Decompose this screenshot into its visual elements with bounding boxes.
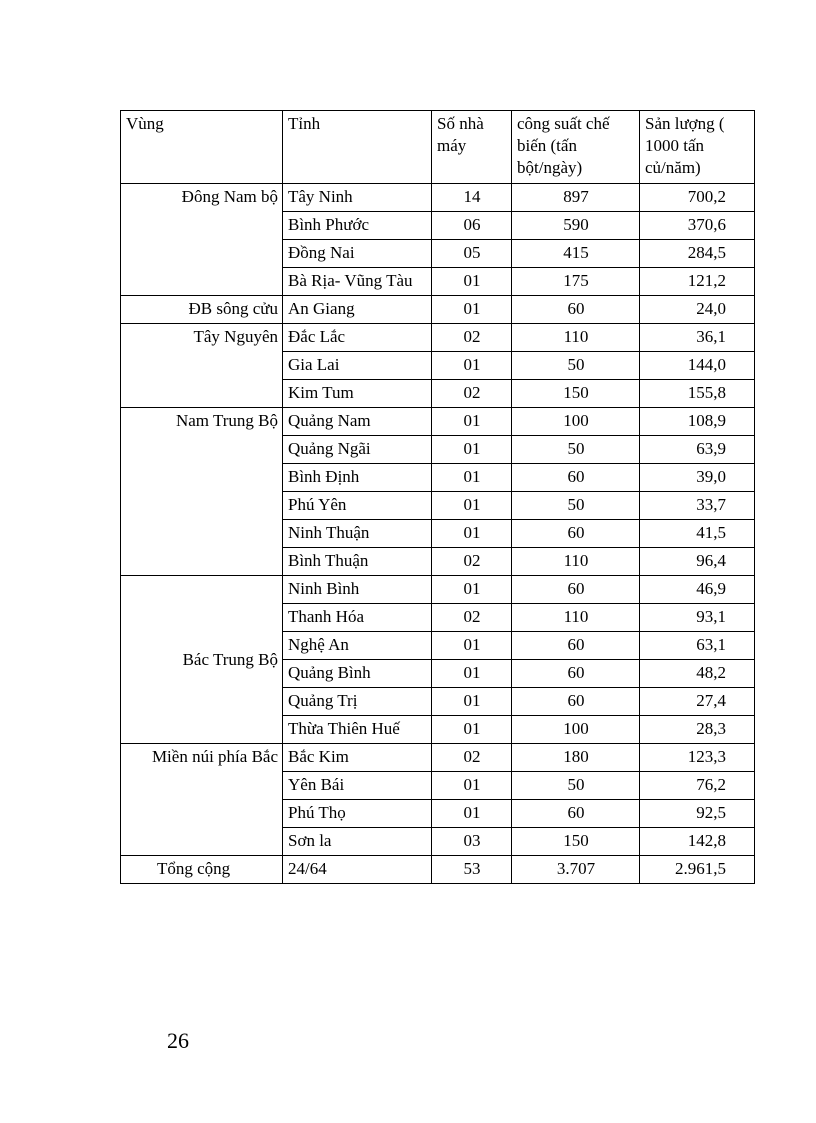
capacity-cell: 175	[512, 268, 640, 296]
capacity-cell: 60	[512, 576, 640, 604]
region-cell: Miền núi phía Bắc	[121, 744, 283, 856]
province-cell: Ninh Bình	[283, 576, 432, 604]
factories-cell: 01	[432, 660, 512, 688]
factories-cell: 01	[432, 464, 512, 492]
province-cell: Quảng Ngãi	[283, 436, 432, 464]
output-cell: 284,5	[640, 240, 755, 268]
capacity-cell: 150	[512, 828, 640, 856]
factories-cell: 03	[432, 828, 512, 856]
capacity-cell: 60	[512, 800, 640, 828]
province-cell: An Giang	[283, 296, 432, 324]
province-cell: Đồng Nai	[283, 240, 432, 268]
factories-cell: 01	[432, 576, 512, 604]
factories-cell: 02	[432, 548, 512, 576]
province-cell: Sơn la	[283, 828, 432, 856]
factories-cell: 02	[432, 324, 512, 352]
province-cell: Bình Định	[283, 464, 432, 492]
factories-cell: 14	[432, 184, 512, 212]
capacity-cell: 60	[512, 688, 640, 716]
province-cell: Kim Tum	[283, 380, 432, 408]
table-row	[121, 408, 755, 436]
output-cell: 39,0	[640, 464, 755, 492]
capacity-cell: 110	[512, 604, 640, 632]
total-provinces: 24/64	[283, 856, 432, 884]
cassava-factory-table	[120, 110, 755, 884]
province-cell: Phú Yên	[283, 492, 432, 520]
output-cell: 36,1	[640, 324, 755, 352]
capacity-cell: 60	[512, 464, 640, 492]
header-output: Sản lượng ( 1000 tấn củ/năm)	[640, 111, 755, 184]
region-cell: Bác Trung Bộ	[121, 576, 283, 744]
factories-cell: 01	[432, 772, 512, 800]
table-body	[121, 184, 755, 856]
region-cell: Nam Trung Bộ	[121, 408, 283, 576]
total-output: 2.961,5	[640, 856, 755, 884]
output-cell: 24,0	[640, 296, 755, 324]
output-cell: 92,5	[640, 800, 755, 828]
header-capacity: công suất chế biến (tấn bột/ngày)	[512, 111, 640, 184]
capacity-cell: 50	[512, 352, 640, 380]
factories-cell: 01	[432, 632, 512, 660]
province-cell: Thừa Thiên Huế	[283, 716, 432, 744]
factories-cell: 01	[432, 352, 512, 380]
factories-cell: 02	[432, 380, 512, 408]
output-cell: 63,1	[640, 632, 755, 660]
table-row	[121, 296, 755, 324]
header-factories: Số nhà máy	[432, 111, 512, 184]
province-cell: Bà Rịa- Vũng Tàu	[283, 268, 432, 296]
province-cell: Nghệ An	[283, 632, 432, 660]
capacity-cell: 60	[512, 660, 640, 688]
total-factories: 53	[432, 856, 512, 884]
region-cell: Tây Nguyên	[121, 324, 283, 408]
capacity-cell: 100	[512, 716, 640, 744]
factories-cell: 06	[432, 212, 512, 240]
output-cell: 370,6	[640, 212, 755, 240]
factories-cell: 02	[432, 604, 512, 632]
factories-cell: 02	[432, 744, 512, 772]
province-cell: Quảng Trị	[283, 688, 432, 716]
factories-cell: 01	[432, 716, 512, 744]
province-cell: Quảng Bình	[283, 660, 432, 688]
output-cell: 123,3	[640, 744, 755, 772]
capacity-cell: 110	[512, 548, 640, 576]
province-cell: Quảng Nam	[283, 408, 432, 436]
output-cell: 700,2	[640, 184, 755, 212]
province-cell: Thanh Hóa	[283, 604, 432, 632]
total-label: Tổng cộng	[121, 856, 283, 884]
capacity-cell: 180	[512, 744, 640, 772]
output-cell: 48,2	[640, 660, 755, 688]
province-cell: Ninh Thuận	[283, 520, 432, 548]
output-cell: 93,1	[640, 604, 755, 632]
capacity-cell: 110	[512, 324, 640, 352]
region-cell: ĐB sông cửu	[121, 296, 283, 324]
factories-cell: 01	[432, 688, 512, 716]
capacity-cell: 150	[512, 380, 640, 408]
capacity-cell: 60	[512, 296, 640, 324]
capacity-cell: 50	[512, 772, 640, 800]
capacity-cell: 100	[512, 408, 640, 436]
factories-cell: 05	[432, 240, 512, 268]
page-number: 26	[167, 1028, 189, 1053]
capacity-cell: 415	[512, 240, 640, 268]
capacity-cell: 50	[512, 492, 640, 520]
output-cell: 41,5	[640, 520, 755, 548]
output-cell: 121,2	[640, 268, 755, 296]
header-province: Tỉnh	[283, 111, 432, 184]
total-capacity: 3.707	[512, 856, 640, 884]
table-header-row	[121, 111, 755, 184]
province-cell: Bình Phước	[283, 212, 432, 240]
factories-cell: 01	[432, 296, 512, 324]
province-cell: Bắc Kim	[283, 744, 432, 772]
table-row	[121, 184, 755, 212]
output-cell: 96,4	[640, 548, 755, 576]
factories-cell: 01	[432, 800, 512, 828]
region-cell: Đông Nam bộ	[121, 184, 283, 296]
output-cell: 155,8	[640, 380, 755, 408]
province-cell: Bình Thuận	[283, 548, 432, 576]
capacity-cell: 897	[512, 184, 640, 212]
header-region: Vùng	[121, 111, 283, 184]
output-cell: 108,9	[640, 408, 755, 436]
province-cell: Tây Ninh	[283, 184, 432, 212]
capacity-cell: 50	[512, 436, 640, 464]
table-row	[121, 324, 755, 352]
factories-cell: 01	[432, 268, 512, 296]
factories-cell: 01	[432, 492, 512, 520]
output-cell: 33,7	[640, 492, 755, 520]
output-cell: 144,0	[640, 352, 755, 380]
output-cell: 46,9	[640, 576, 755, 604]
output-cell: 63,9	[640, 436, 755, 464]
province-cell: Đắc Lắc	[283, 324, 432, 352]
table-row	[121, 576, 755, 604]
output-cell: 76,2	[640, 772, 755, 800]
output-cell: 142,8	[640, 828, 755, 856]
capacity-cell: 590	[512, 212, 640, 240]
total-row	[121, 856, 755, 884]
province-cell: Gia Lai	[283, 352, 432, 380]
province-cell: Phú Thọ	[283, 800, 432, 828]
factories-cell: 01	[432, 436, 512, 464]
output-cell: 28,3	[640, 716, 755, 744]
output-cell: 27,4	[640, 688, 755, 716]
province-cell: Yên Bái	[283, 772, 432, 800]
capacity-cell: 60	[512, 632, 640, 660]
table-row	[121, 744, 755, 772]
factories-cell: 01	[432, 408, 512, 436]
capacity-cell: 60	[512, 520, 640, 548]
factories-cell: 01	[432, 520, 512, 548]
